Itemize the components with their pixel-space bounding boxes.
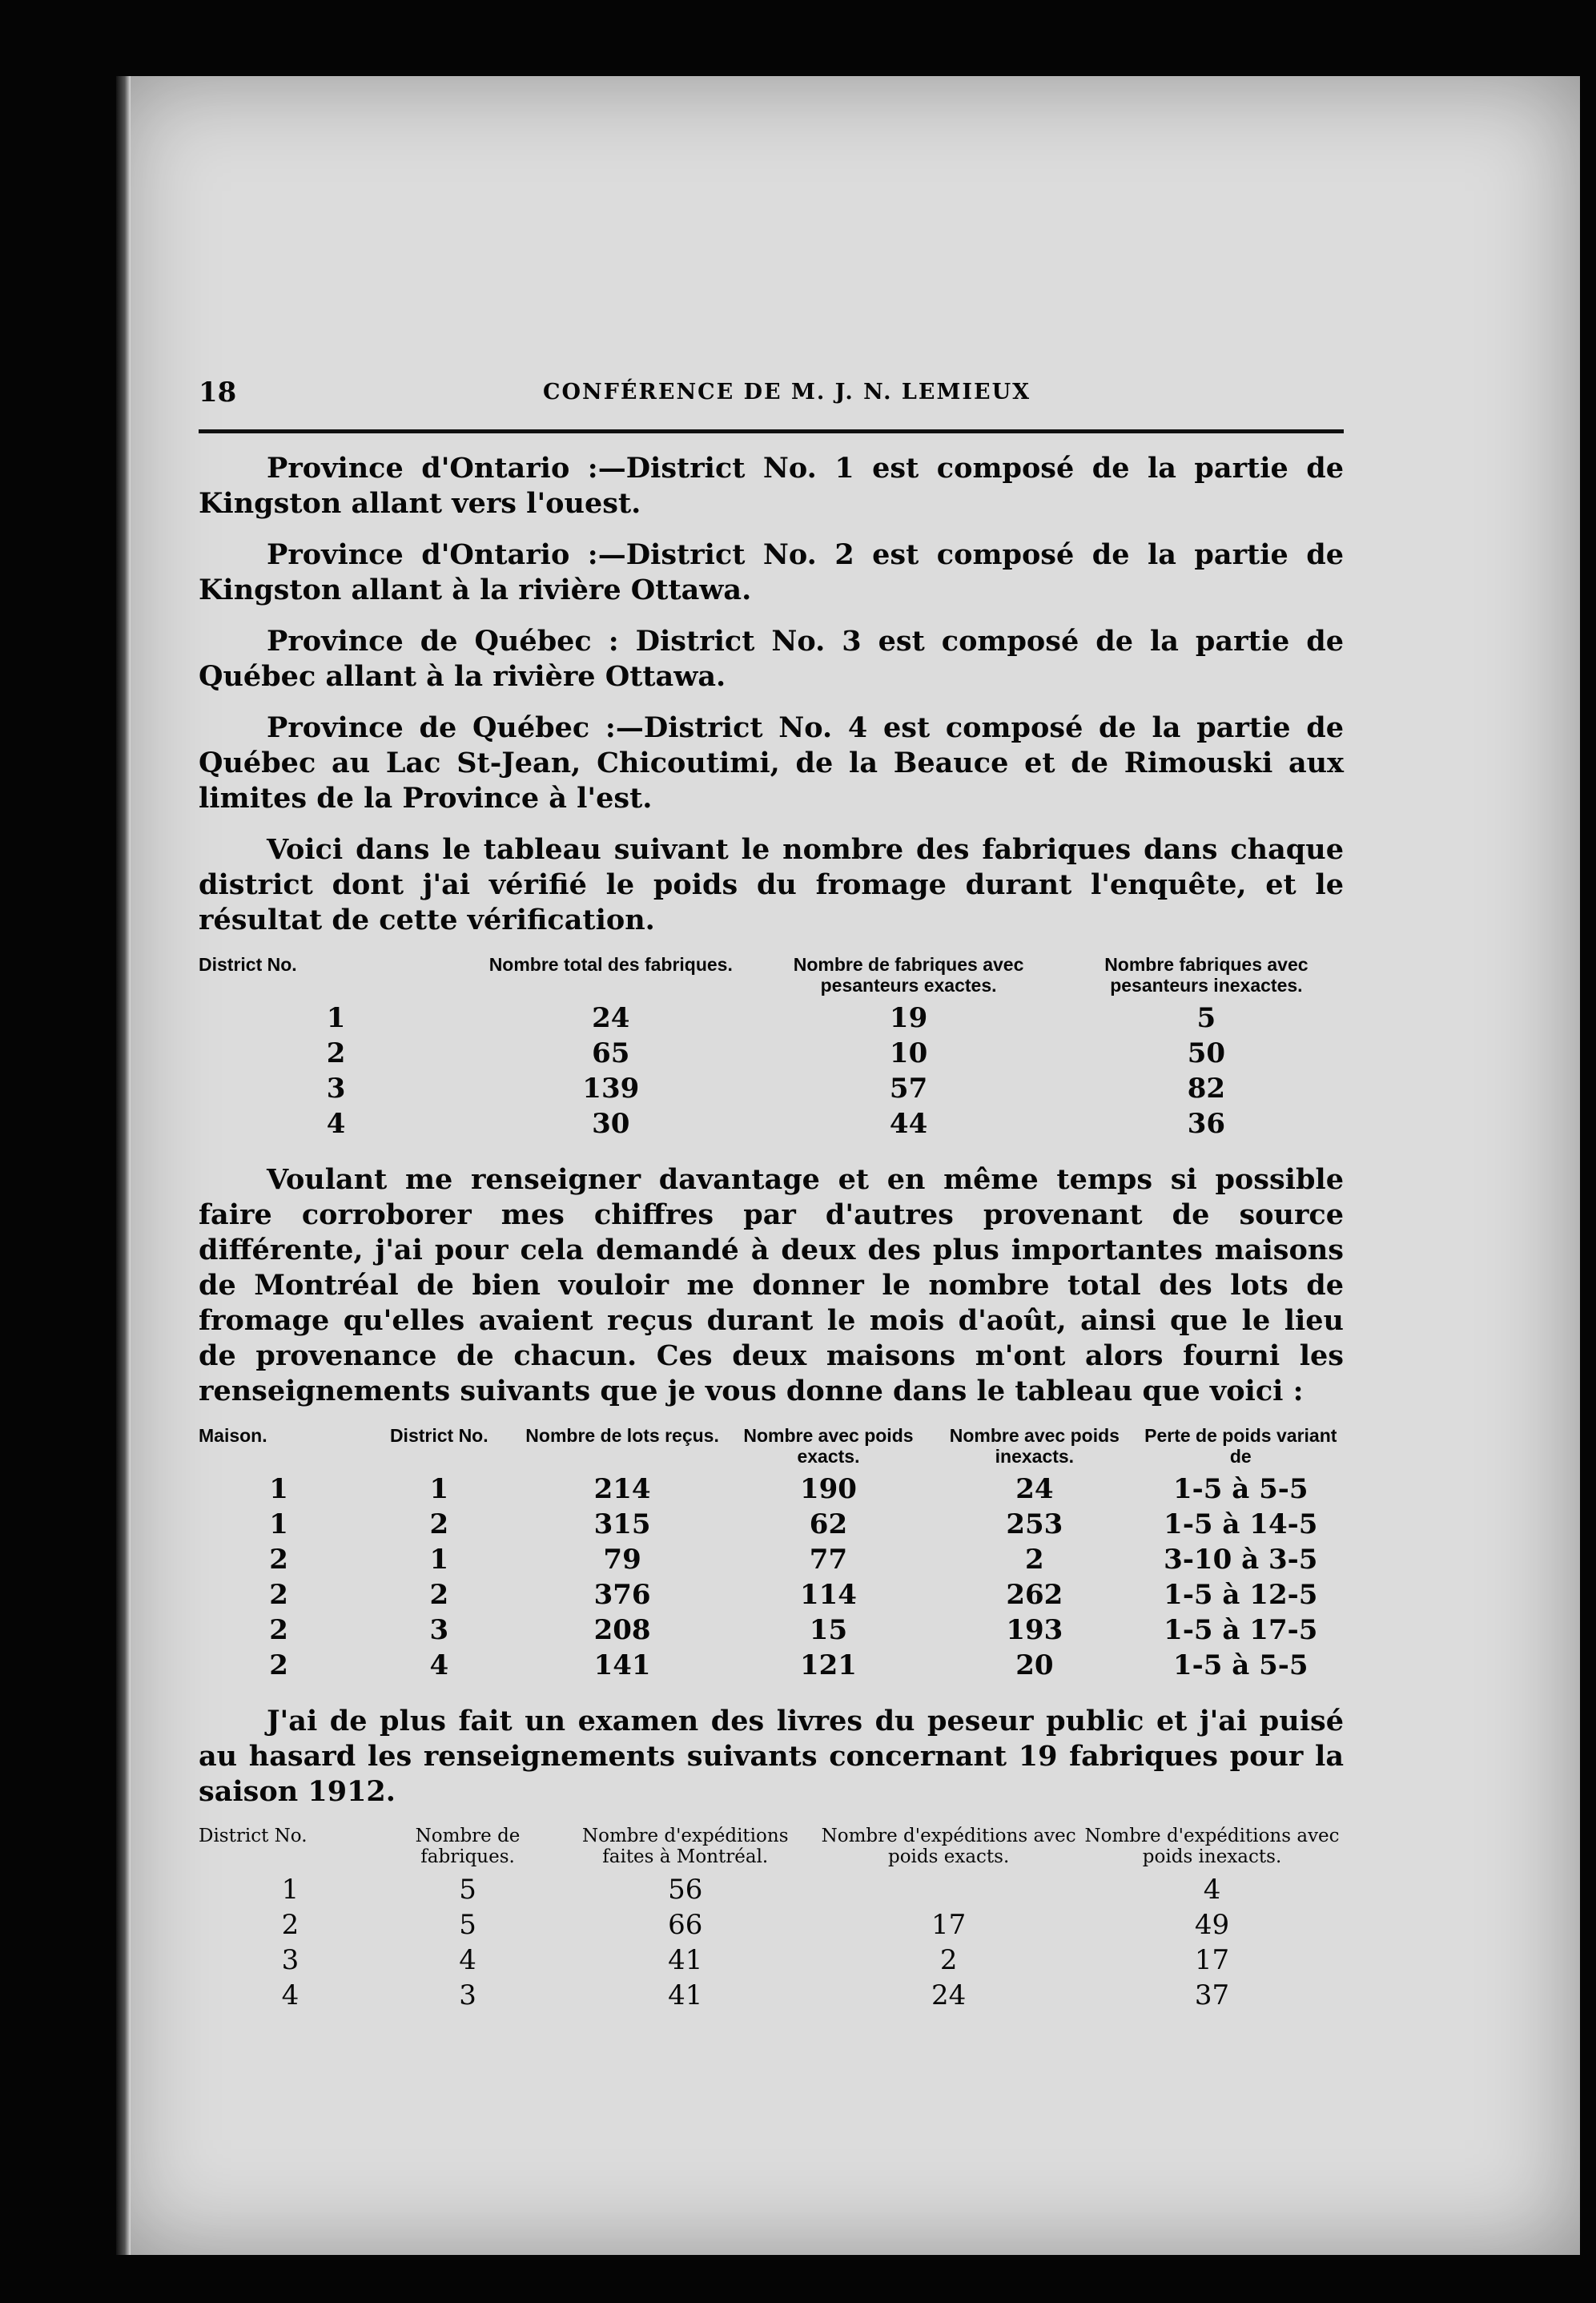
table-row <box>199 1907 1344 1943</box>
public-weigher-table <box>199 1826 1344 2013</box>
table-cell: 253 <box>1006 1508 1063 1540</box>
table-cell: 62 <box>809 1508 848 1540</box>
table-cell: 2 <box>939 1944 958 1976</box>
column-header: Nombre avec poids exacts. <box>743 1425 914 1467</box>
page-number: 18 <box>199 376 237 409</box>
table-cell: 4 <box>281 1979 300 2011</box>
table-row <box>199 1001 1344 1036</box>
table-cell: 114 <box>799 1579 857 1611</box>
table-cell: 15 <box>809 1614 848 1646</box>
table-cell: 3 <box>326 1073 346 1105</box>
table-cell: 3 <box>429 1614 449 1646</box>
table-cell: 2 <box>269 1579 288 1611</box>
table-cell: 2 <box>269 1649 288 1681</box>
table-cell: 3 <box>459 1979 476 2011</box>
table-cell: 5 <box>459 1874 476 1906</box>
table-cell: 1 <box>429 1473 449 1505</box>
table-cell: 193 <box>1006 1614 1063 1646</box>
table-cell: 65 <box>592 1037 630 1069</box>
table-row <box>199 1071 1344 1106</box>
montreal-houses-table <box>199 1425 1344 1683</box>
table-cell: 1 <box>269 1508 288 1540</box>
paragraph: Province d'Ontario :—District No. 1 est composé de la partie de Kingston allant vers l'ouest. <box>199 452 1344 520</box>
table-cell: 37 <box>1194 1979 1230 2011</box>
table-cell: 2 <box>326 1037 346 1069</box>
table-cell: 4 <box>326 1108 346 1140</box>
table-row <box>199 1577 1344 1613</box>
district-factories-table <box>199 954 1344 1141</box>
paragraph: J'ai de plus fait un examen des livres du peseur public et j'ai puisé au hasard les renseignements suivants concernant 19 fabriques pour la saison 1912. <box>199 1705 1344 1808</box>
table-cell: 30 <box>592 1108 630 1140</box>
running-title: CONFÉRENCE DE M. J. N. LEMIEUX <box>543 380 1031 405</box>
table-row <box>199 1542 1344 1577</box>
table-cell: 376 <box>593 1579 651 1611</box>
table-cell: 50 <box>1187 1037 1226 1069</box>
table-cell: 4 <box>429 1649 449 1681</box>
table-row <box>199 1613 1344 1648</box>
paragraph: Province de Québec : District No. 3 est composé de la partie de Québec allant à la rivière Ottawa. <box>199 625 1344 693</box>
table-cell: 56 <box>668 1874 703 1906</box>
table-cell: 1 <box>326 1002 346 1034</box>
table-cell: 36 <box>1187 1108 1226 1140</box>
table-cell: 2 <box>269 1544 288 1576</box>
table-cell: 17 <box>1194 1944 1230 1976</box>
table-cell: 2 <box>429 1508 449 1540</box>
table-cell: 66 <box>668 1909 703 1941</box>
table-cell: 2 <box>1025 1544 1044 1576</box>
table-cell: 1-5 à 5-5 <box>1172 1473 1309 1505</box>
table-cell: 1 <box>281 1874 300 1906</box>
table-cell: 208 <box>593 1614 651 1646</box>
paragraph: Province de Québec :—District No. 4 est composé de la partie de Québec au Lac St-Jean, Chicoutimi, de la Beauce et de Rimouski aux limites de la Province à l'est. <box>199 711 1344 815</box>
table-cell: 4 <box>459 1944 476 1976</box>
table-cell: 3-10 à 3-5 <box>1164 1544 1318 1576</box>
table-cell: 19 <box>889 1002 928 1034</box>
table-cell: 1 <box>429 1544 449 1576</box>
table-cell: 41 <box>668 1944 703 1976</box>
column-header: District No. <box>199 1826 308 1846</box>
table-cell: 17 <box>931 1909 967 1941</box>
table-cell: 214 <box>593 1473 651 1505</box>
table-cell: 1-5 à 12-5 <box>1164 1579 1318 1611</box>
table-cell: 3 <box>281 1944 300 1976</box>
table-cell: 2 <box>281 1909 300 1941</box>
table-cell: 82 <box>1187 1073 1226 1105</box>
column-header: Nombre d'expéditions faites à Montréal. <box>581 1826 789 1867</box>
paragraph: Voici dans le tableau suivant le nombre des fabriques dans chaque district dont j'ai vérifié le poids du fromage durant l'enquête, et le résultat de cette vérification. <box>199 833 1344 936</box>
table-row <box>199 1872 1344 1907</box>
table-cell: 139 <box>582 1073 640 1105</box>
table-cell: 20 <box>1015 1649 1054 1681</box>
column-header: Nombre de lots reçus. <box>525 1425 719 1446</box>
table-cell: 315 <box>593 1508 651 1540</box>
column-header: Nombre fabriques avec pesanteurs inexactes. <box>1104 954 1309 996</box>
table-row <box>199 1943 1344 1978</box>
table-cell: 24 <box>592 1002 630 1034</box>
table-cell: 5 <box>459 1909 476 1941</box>
table-cell: 44 <box>889 1108 928 1140</box>
table-row <box>199 1036 1344 1071</box>
table-header-row <box>199 1826 1344 1872</box>
table-cell: 77 <box>809 1544 848 1576</box>
table-body <box>199 1872 1344 2013</box>
table-row <box>199 1648 1344 1683</box>
table-cell: 121 <box>799 1649 857 1681</box>
table-cell: 141 <box>593 1649 651 1681</box>
table-cell: 1 <box>269 1473 288 1505</box>
table-cell: 49 <box>1194 1909 1230 1941</box>
table-cell: 4 <box>1203 1874 1221 1906</box>
table-cell: 2 <box>269 1614 288 1646</box>
header-rule <box>199 429 1344 433</box>
table-cell: 1-5 à 14-5 <box>1164 1508 1318 1540</box>
paragraph: Voulant me renseigner davantage et en même temps si possible faire corroborer mes chiffres par d'autres provenant de source différente, j'ai pour cela demandé à deux des plus importantes maisons de Montréal de bien vouloir me donner le nombre total des lots de fromage qu'elles avaient reçus durant le mois d'août, ainsi que le lieu de provenance de chacun. Ces deux maisons m'ont alors fourni les renseignements suivants que je vous donne dans le tableau que voici : <box>199 1163 1344 1407</box>
table-cell: 10 <box>889 1037 928 1069</box>
column-header: Nombre de fabriques avec pesanteurs exactes. <box>793 954 1024 996</box>
column-header: Nombre d'expéditions avec poids inexacts. <box>1084 1826 1340 1867</box>
table-cell: 57 <box>889 1073 928 1105</box>
table-cell: 79 <box>603 1544 641 1576</box>
column-header: District No. <box>199 954 297 975</box>
table-header-row <box>199 954 1344 1001</box>
table-body <box>199 1472 1344 1683</box>
column-header: District No. <box>389 1425 488 1446</box>
page-header <box>199 368 1344 417</box>
table-cell <box>817 1872 1080 1907</box>
column-header: Nombre de fabriques. <box>415 1826 521 1867</box>
table-cell: 1-5 à 5-5 <box>1172 1649 1309 1681</box>
column-header: Perte de poids variant de <box>1144 1425 1337 1467</box>
table-cell: 2 <box>429 1579 449 1611</box>
page-content <box>199 368 1344 2034</box>
column-header: Nombre d'expéditions avec poids exacts. <box>821 1826 1076 1867</box>
table-row <box>199 1472 1344 1507</box>
table-cell: 24 <box>1015 1473 1054 1505</box>
column-header: Nombre avec poids inexacts. <box>949 1425 1120 1467</box>
table-body <box>199 1001 1344 1141</box>
table-cell: 1-5 à 17-5 <box>1164 1614 1318 1646</box>
table-cell: 262 <box>1006 1579 1063 1611</box>
table-row <box>199 1507 1344 1542</box>
table-header-row <box>199 1425 1344 1472</box>
column-header: Nombre total des fabriques. <box>488 954 733 975</box>
table-cell: 41 <box>668 1979 703 2011</box>
table-cell: 5 <box>1196 1002 1216 1034</box>
paragraph: Province d'Ontario :—District No. 2 est composé de la partie de Kingston allant à la rivière Ottawa. <box>199 538 1344 606</box>
table-cell: 190 <box>799 1473 857 1505</box>
table-row <box>199 1106 1344 1141</box>
column-header: Maison. <box>199 1425 267 1446</box>
table-cell: 24 <box>931 1979 967 2011</box>
table-row <box>199 1978 1344 2013</box>
